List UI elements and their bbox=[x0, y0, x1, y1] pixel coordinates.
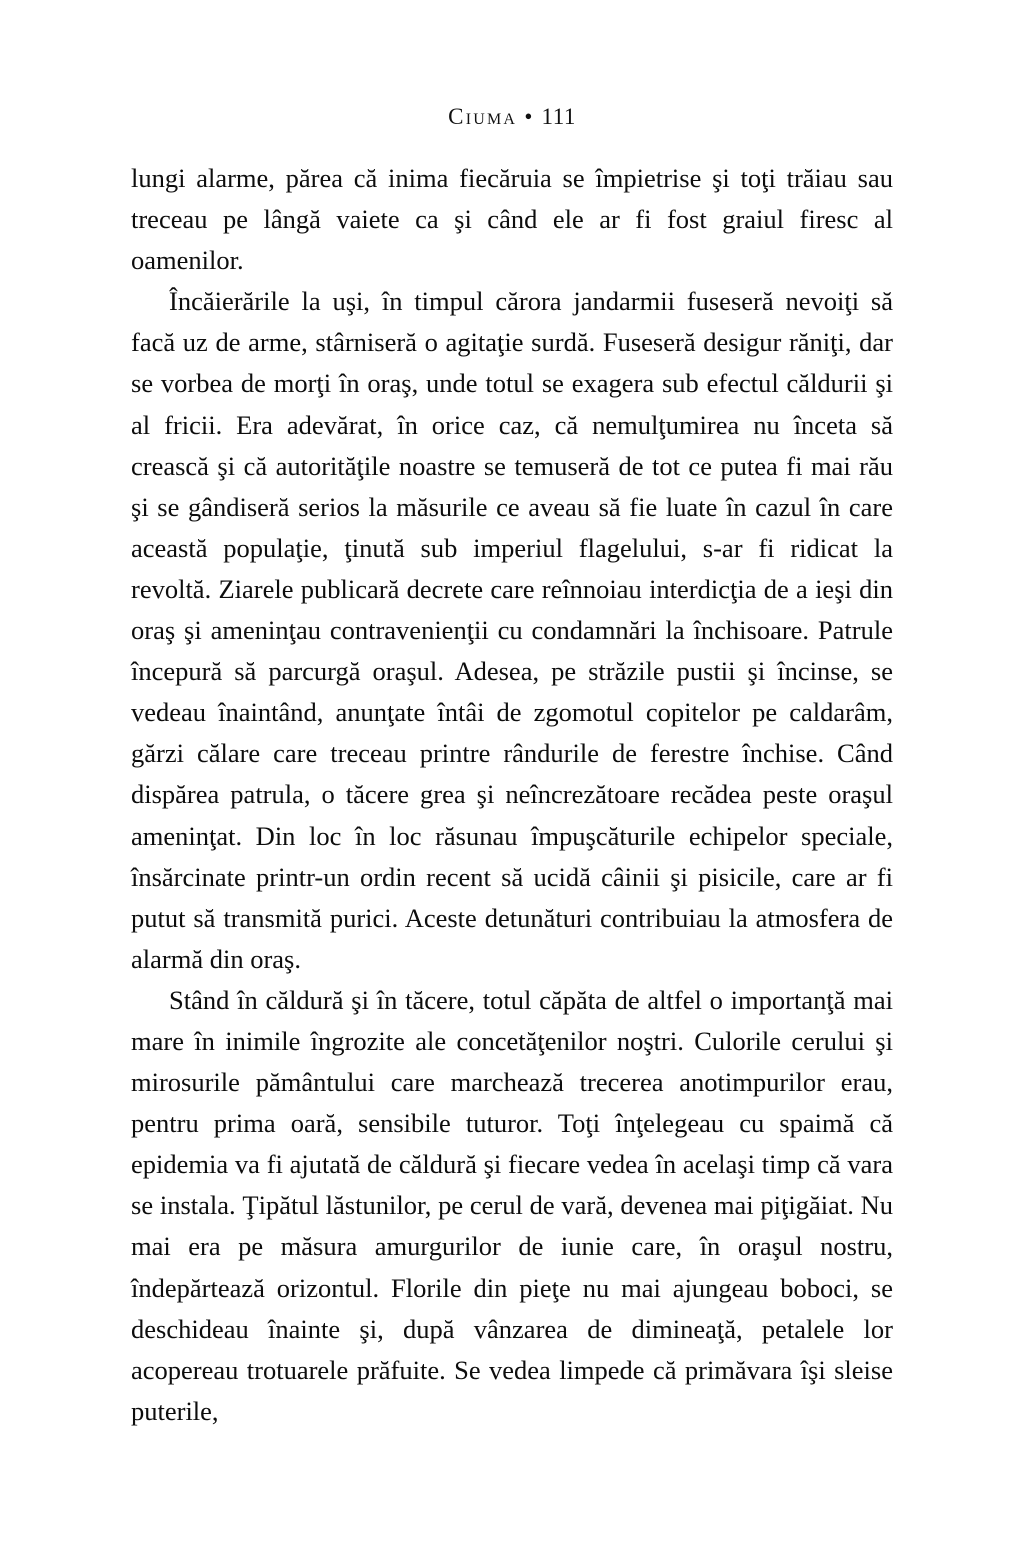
paragraph-2: Încăierările la uşi, în timpul cărora jandarmii fuseseră nevoiţi să facă uz de arme, stârniseră o agitaţie surdă. Fuseseră desigur răniţi, dar se vorbea de morţi în oraş, unde totul se exagera sub efectul căldurii şi al fricii. Era adevărat, în orice caz, că nemulţumirea nu înceta să crească şi că autorităţile noastre se temuseră de tot ce putea fi mai rău şi se gândiseră serios la măsurile ce aveau să fie luate în cazul în care această populaţie, ţinută sub imperiul flagelului, s-ar fi ridicat la revoltă. Ziarele publicară decrete care reînnoiau interdicţia de a ieşi din oraş şi ameninţau contravenienţii cu condamnări la închisoare. Patrule începură să parcurgă oraşul. Adesea, pe străzile pustii şi încinse, se vedeau înaintând, anunţate întâi de zgomotul copitelor pe caldarâm, gărzi călare care treceau printre rândurile de ferestre închise. Când dispărea patrula, o tăcere grea şi neîncrezătoare recădea peste oraşul ameninţat. Din loc în loc răsunau împuşcăturile echipelor speciale, însărcinate printr-un ordin recent să ucidă câinii şi pisicile, care ar fi putut să transmită purici. Aceste detunături contribuiau la atmosfera de alarmă din oraş. bbox=[131, 286, 893, 974]
paragraph-3: Stând în căldură şi în tăcere, totul căpăta de altfel o importanţă mai mare în inimile îngrozite ale concetăţenilor noştri. Culorile cerului şi mirosurile pământului care marchează trecerea anotimpurilor erau, pentru prima oară, sensibile tuturor. Toţi înţelegeau cu spaimă că epidemia va fi ajutată de căldură şi fiecare vedea în acelaşi timp că vara se instala. Ţipătul lăstunilor, pe cerul de vară, devenea mai piţigăiat. Nu mai era pe măsura amurgurilor de iunie care, în oraşul nostru, îndepărtează orizontul. Florile din pieţe nu mai ajungeau boboci, se deschideau înainte şi, după vânzarea de dimineaţă, petalele lor acopereau trotuarele prăfuite. Se vedea limpede că primăvara îşi sleise puterile, bbox=[131, 984, 893, 1426]
running-head-book-title: Ciuma bbox=[448, 104, 518, 129]
page-number: 111 bbox=[541, 104, 576, 129]
running-head-separator: • bbox=[524, 104, 535, 129]
running-head bbox=[0, 104, 1024, 130]
paragraph-1: lungi alarme, părea că inima fiecăruia se împietrise şi toţi trăiau sau treceau pe lângă vaiete ca şi când ele ar fi fost graiul firesc al oamenilor. bbox=[131, 163, 893, 276]
body-text bbox=[131, 158, 893, 1432]
